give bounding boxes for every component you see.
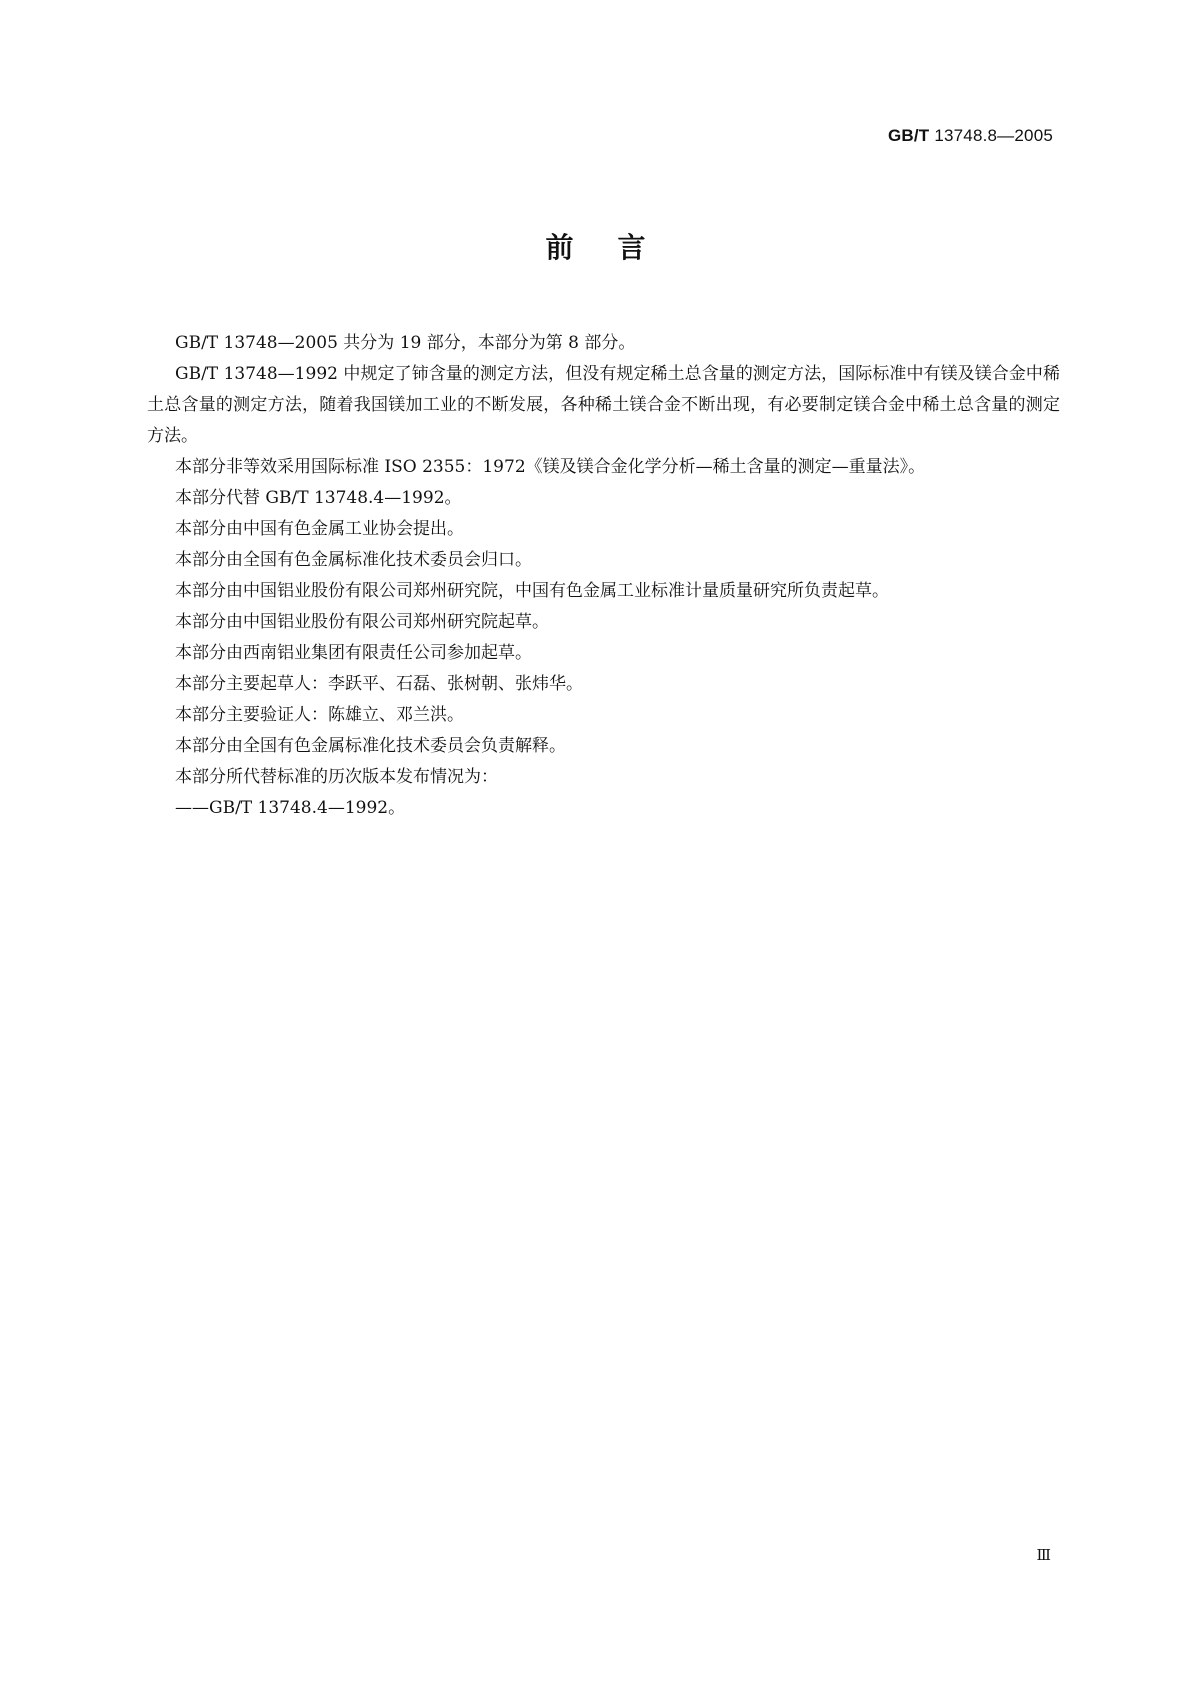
paragraph-previous-edition-item: ——GB/T 13748.4—1992。 xyxy=(175,798,406,818)
standard-code-prefix: GB/T xyxy=(887,126,930,145)
paragraph-interpretation: 本部分由全国有色金属标准化技术委员会负责解释。 xyxy=(175,736,566,756)
page-number: Ⅲ xyxy=(1036,1546,1050,1564)
paragraph-drafted-by: 本部分由中国铝业股份有限公司郑州研究院起草。 xyxy=(175,612,549,632)
foreword-body xyxy=(147,328,1060,824)
paragraph-iso-adoption: 本部分非等效采用国际标准 ISO 2355：1972《镁及镁合金化学分析—稀土含量的测定—重量法》。 xyxy=(175,457,926,477)
standard-code xyxy=(888,126,1053,146)
paragraph-responsible-drafting: 本部分由中国铝业股份有限公司郑州研究院，中国有色金属工业标准计量质量研究所负责起草。 xyxy=(175,581,889,601)
paragraph-participating-drafter: 本部分由西南铝业集团有限责任公司参加起草。 xyxy=(175,643,532,663)
paragraph-background: GB/T 13748—1992 中规定了铈含量的测定方法，但没有规定稀土总含量的测定方法，国际标准中有镁及镁合金中稀土总含量的测定方法，随着我国镁加工业的不断发展，各种稀土镁合金不断出现，有必要制定镁合金中稀土总含量的测定方法。 xyxy=(147,364,1060,446)
paragraph-centralized-by: 本部分由全国有色金属标准化技术委员会归口。 xyxy=(175,550,532,570)
paragraph-previous-editions: 本部分所代替标准的历次版本发布情况为： xyxy=(175,767,498,787)
foreword-heading: 前言 xyxy=(545,231,690,264)
paragraph-main-drafters: 本部分主要起草人：李跃平、石磊、张树朝、张炜华。 xyxy=(175,674,583,694)
paragraph-parts: GB/T 13748—2005 共分为 19 部分，本部分为第 8 部分。 xyxy=(175,333,636,353)
standard-code-number: 13748.8—2005 xyxy=(929,126,1053,145)
paragraph-main-verifiers: 本部分主要验证人：陈雄立、邓兰洪。 xyxy=(175,705,464,725)
paragraph-replaces: 本部分代替 GB/T 13748.4—1992。 xyxy=(175,488,462,508)
paragraph-proposed-by: 本部分由中国有色金属工业协会提出。 xyxy=(175,519,464,539)
